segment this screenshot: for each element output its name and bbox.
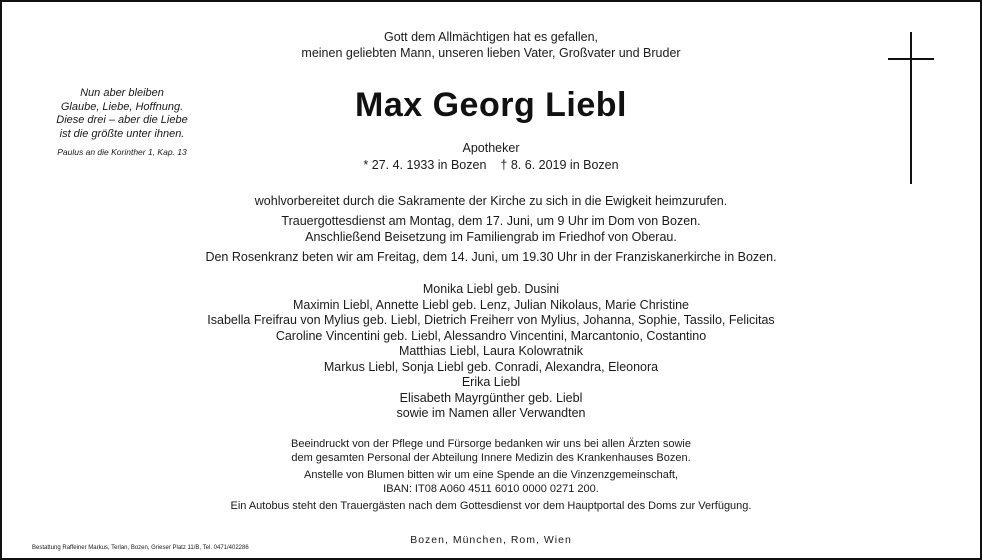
donation-line: Anstelle von Blumen bitten wir um eine Spende an die Vinzenzgemeinschaft, [303, 469, 679, 481]
family-member: Caroline Vincentini geb. Liebl, Alessandro Vincentini, Marcantonio, Costantino [275, 328, 707, 343]
cross-vertical-bar [910, 32, 912, 184]
quote-line: ist die größte unter ihnen. [59, 127, 185, 140]
family-list [2, 282, 980, 422]
intro-line: meinen geliebten Mann, unseren lieben Vater, Großvater und Bruder [301, 46, 681, 60]
intro-text [2, 29, 980, 61]
intro-line: Gott dem Allmächtigen hat es gefallen, [383, 30, 598, 44]
family-member: sowie im Namen aller Verwandten [396, 406, 586, 420]
thanks-line: dem gesamten Personal der Abteilung Innere Medizin des Krankenhauses Bozen. [291, 452, 691, 464]
donation-text [2, 468, 980, 496]
cross-horizontal-bar [888, 58, 934, 60]
places-line: Bozen, München, Rom, Wien [410, 534, 572, 546]
quote-line: Nun aber bleiben [80, 87, 164, 99]
family-member: Matthias Liebl, Laura Kolowratnik [398, 344, 584, 358]
service-line: Anschließend Beisetzung im Familiengrab im Friedhof von Oberau. [305, 230, 677, 244]
family-member: Erika Liebl [461, 375, 521, 389]
quote-source: Paulus an die Korinther 1, Kap. 13 [57, 147, 187, 157]
death-date: † 8. 6. 2019 in Bozen [500, 158, 619, 172]
family-member: Markus Liebl, Sonja Liebl geb. Conradi, Alexandra, Eleonora [323, 359, 659, 374]
family-member: Maximin Liebl, Annette Liebl geb. Lenz, Julian Nikolaus, Marie Christine [292, 297, 690, 312]
family-member: Monika Liebl geb. Dusini [422, 282, 560, 296]
service-text [2, 213, 980, 245]
donation-line: IBAN: IT08 A060 4511 6010 0000 0271 200. [383, 483, 599, 495]
family-member: Isabella Freifrau von Mylius geb. Liebl, Dietrich Freiherr von Mylius, Johanna, Sophie, Tassilo, Felicitas [207, 313, 775, 327]
thanks-text [2, 437, 980, 465]
service-line: Trauergottesdienst am Montag, dem 17. Juni, um 9 Uhr im Dom von Bozen. [281, 214, 701, 228]
thanks-line: Beeindruckt von der Pflege und Fürsorge bedanken wir uns bei allen Ärzten sowie [291, 438, 691, 450]
bible-quote [32, 87, 212, 160]
rosary-text: Den Rosenkranz beten wir am Freitag, dem 14. Juni, um 19.30 Uhr in der Franziskanerkirche in Bozen. [205, 250, 777, 264]
bus-notice: Ein Autobus steht den Trauergästen nach dem Gottesdienst vor dem Hauptportal des Doms zur Verfügung. [230, 500, 752, 512]
life-dates [2, 158, 980, 172]
sacraments-text: wohlvorbereitet durch die Sakramente der Kirche zu sich in die Ewigkeit heimzurufen. [254, 194, 728, 208]
quote-line: Glaube, Liebe, Hoffnung. [60, 100, 184, 113]
birth-date: * 27. 4. 1933 in Bozen [363, 158, 487, 172]
family-member: Elisabeth Mayrgünther geb. Liebl [399, 390, 583, 405]
deceased-name: Max Georg Liebl [355, 86, 627, 124]
quote-line: Diese drei – aber die Liebe [56, 114, 188, 126]
funeral-home-credit: Bestattung Raffeiner Markus, Terlan, Bozen, Grieser Platz 11/B, Tel. 0471/402286 [32, 545, 249, 551]
profession: Apotheker [462, 141, 520, 155]
